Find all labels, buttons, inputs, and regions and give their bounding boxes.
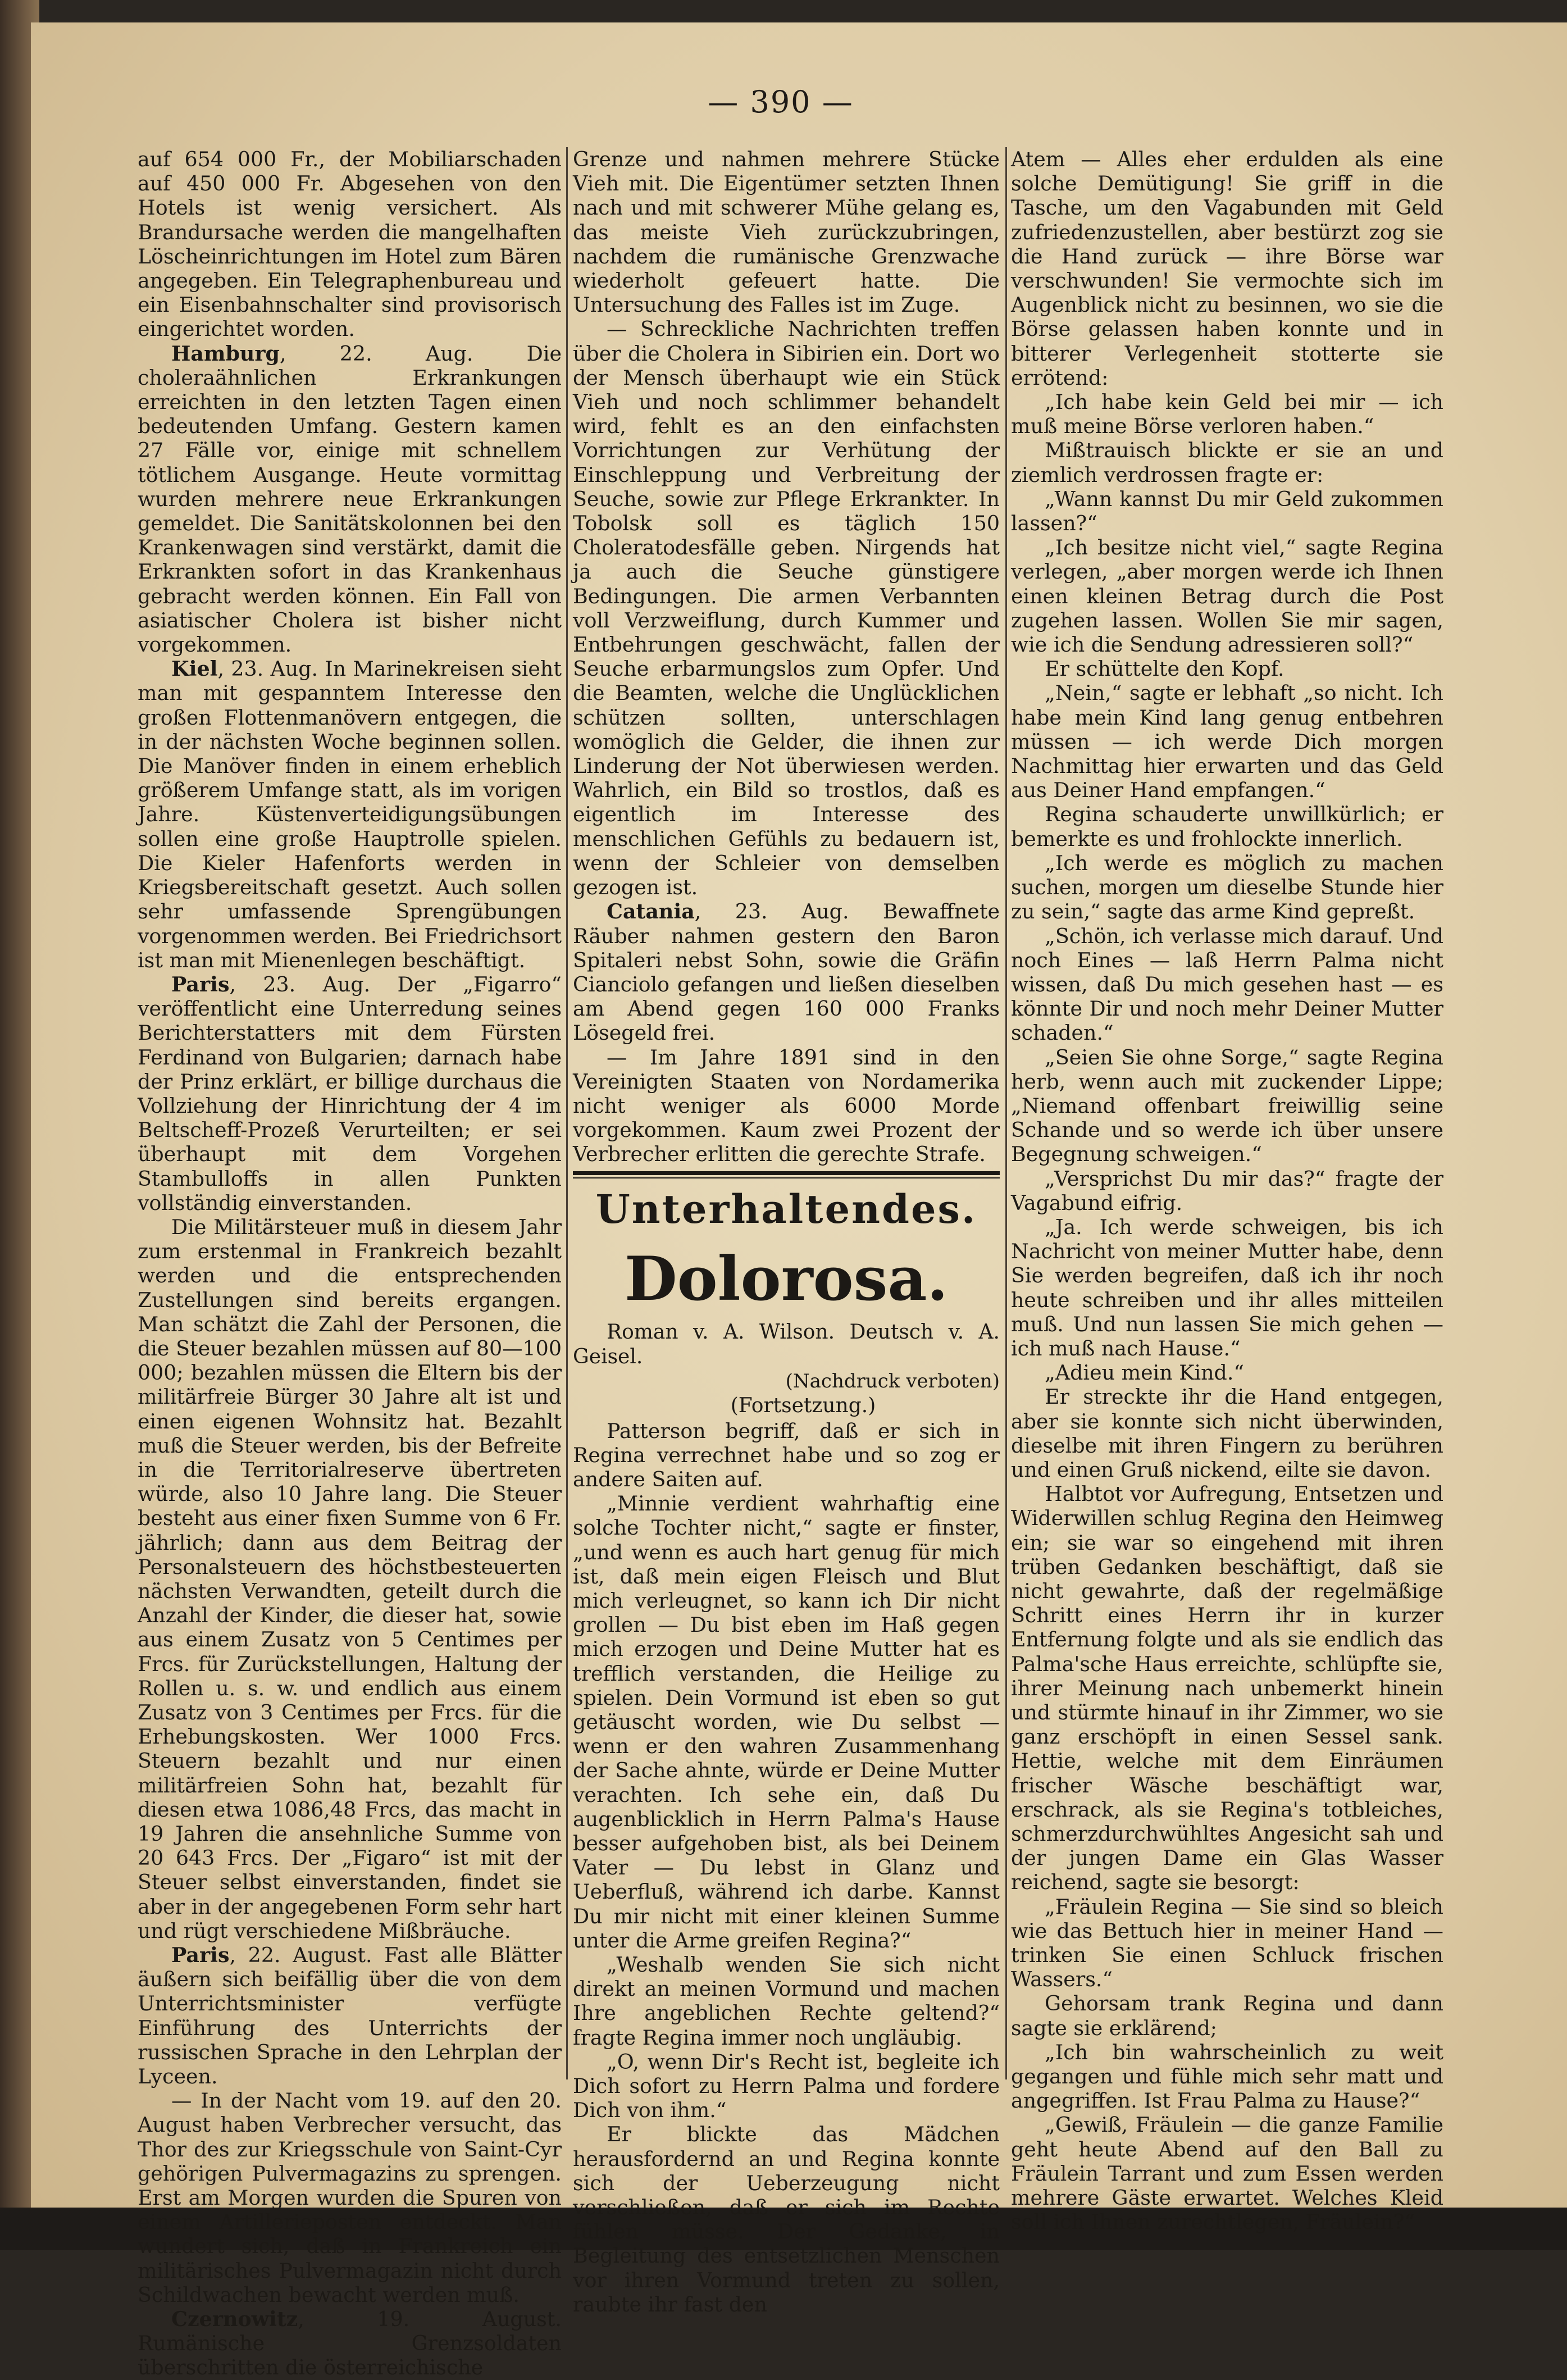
news-item — [138, 2307, 562, 2380]
column-rule-left — [566, 147, 568, 2079]
page-number: — 390 — — [708, 84, 854, 120]
paragraph-text: Dolorosa. — [624, 1243, 949, 1314]
paragraph-text: „Ich bin wahrscheinlich zu weit gegangen und fühle mich sehr matt und angegriffen. Ist Frau Palma zu Hause?“ — [1011, 2040, 1443, 2113]
paragraph — [1011, 147, 1443, 390]
paragraph-text: Regina schauderte unwillkürlich; er bemerkte es und frohlockte innerlich. — [1011, 802, 1443, 851]
paragraph-text: Patterson begriff, daß er sich in Regina verrechnet habe und so zog er andere Saiten auf. — [573, 1418, 1000, 1491]
paragraph-text: — In der Nacht vom 19. auf den 20. August haben Verbrecher versucht, das Thor des zur Kriegsschule von Saint-Cyr gehörigen Pulvermagazins zu sprengen. Erst am Morgen wurden die Spuren von einem Artillerieposten entdeckt. Man wundert sich, daß in Frankreich ein militärisches Pulvermagazin nicht durch Schildwachen bewacht werden muß. — [138, 2088, 562, 2307]
column-2 — [573, 147, 1000, 2317]
paragraph-text: „Ich werde es möglich zu machen suchen, morgen um dieselbe Stunde hier zu sein,“ sagte das arme Kind gepreßt. — [1011, 850, 1443, 924]
reprint-note — [573, 1369, 1000, 1393]
paragraph — [1011, 438, 1443, 486]
dateline: Paris — [171, 1943, 230, 1968]
paragraph-text: „Ja. Ich werde schweigen, bis ich Nachricht von meiner Mutter habe, denn Sie werden begreifen, daß ich ihr noch heute schreiben und ihr alles mitteilen muß. Und nun lassen Sie mich gehen — ich muß nach Hause.“ — [1011, 1214, 1443, 1360]
paragraph-text: Er blickte das Mädchen herausfordernd an und Regina konnte sich der Ueberzeugung nicht verschließen, daß er sich im Rechte fühlen müsse. Der Gedanke, in Begleitung des entsetzlichen Menschen vor ihren Vormund treten zu sollen, raubte ihr fast den — [573, 2122, 1000, 2317]
paragraph-text: Unterhaltendes. — [595, 1185, 977, 1232]
column-3 — [1011, 147, 1443, 2234]
paragraph-text: „Minnie verdient wahrhaftig eine solche Tochter nicht,“ sagte er finster, „und wenn es auch hart genug für mich ist, daß mein eigen Fleisch und Blut mich verleugnet, so kann ich Dir nicht grollen — Du bist eben im Haß gegen mich erzogen und Deine Mutter hat es trefflich verstanden, die Heilige zu spielen. Dein Vormund ist eben so gut getäuscht worden, wie Du selbst — wenn er den wahren Zusammenhang der Sache ahnte, würde er Deine Mutter verachten. Ich sehe ein, daß Du augenblicklich in Herrn Palma's Hause besser aufgehoben bist, als bei Deinem Vater — Du lebst in Glanz und Ueberfluß, während ich darbe. Kannst Du mir nicht mit einer kleinen Summe unter die Arme greifen Regina?“ — [573, 1491, 1000, 1953]
paragraph-text: (Fortsetzung.) — [730, 1394, 876, 1417]
dateline: Paris — [171, 972, 230, 996]
paragraph-text: Mißtrauisch blickte er sie an und ziemlich verdrossen fragte er: — [1011, 438, 1443, 487]
paragraph — [1011, 487, 1443, 535]
section-divider — [573, 1171, 1000, 1175]
paragraph-text: auf 654 000 Fr., der Mobiliarschaden auf 450 000 Fr. Abgesehen von den Hotels ist wenig versichert. Als Brandursache werden die mangelhaften Löscheinrichtungen im Hotel zum Bären angegeben. Ein Telegraphenbureau und ein Eisenbahnschalter sind provisorisch eingerichtet worden. — [138, 147, 562, 342]
paragraph-text: — Schreckliche Nachrichten treffen über die Cholera in Sibirien ein. Dort wo der Mensch überhaupt wie ein Stück Vieh und noch schlimmer behandelt wird, fehlt es an den einfachsten Vorrichtungen zur Verhütung der Einschleppung und Verbreitung der Seuche, sowie zur Pflege Erkrankter. In Tobolsk soll es täglich 150 Choleratodesfälle geben. Nirgends hat ja auch die Seuche günstigere Bedingungen. Die armen Verbannten voll Verzweiflung, durch Kummer und Entbehrungen geschwächt, fallen der Seuche erbarmungslos zum Opfer. Und die Beamten, welche die Unglücklichen schützen sollten, unterschlagen womöglich die Gelder, die ihnen zur Linderung der Not überwiesen werden. Wahrlich, ein Bild so trostlos, daß es eigentlich im Interesse des menschlichen Gefühls zu bedauern ist, wenn der Schleier von demselben gezogen ist. — [573, 317, 1000, 900]
news-item — [138, 657, 562, 972]
novel-byline — [573, 1320, 1000, 1369]
paragraph-text: „Fräulein Regina — Sie sind so bleich wie das Bettuch hier in meiner Hand — trinken Sie einen Schluck frischen Wassers.“ — [1011, 1894, 1443, 1992]
paragraph — [1011, 390, 1443, 438]
paragraph — [573, 317, 1000, 899]
news-item — [138, 342, 562, 657]
news-item — [138, 1943, 562, 2088]
paragraph — [1011, 1482, 1443, 1894]
paragraph-text: Er streckte ihr die Hand entgegen, aber sie konnte sich nicht überwinden, dieselbe mit ihren Fingern zu berühren und einen Gruß nickend, eilte sie davon. — [1011, 1385, 1443, 1482]
paragraph — [573, 1419, 1000, 1492]
paragraph — [1011, 2113, 1443, 2234]
paragraph-text: , 23. Aug. Der „Figarro“ veröffentlicht eine Unterredung seines Berichterstatters mit dem Fürsten Ferdinand von Bulgarien; darnach habe der Prinz erklärt, er billige durchaus die Vollziehung der Hinrichtung der 4 im Beltscheff-Prozeß Verurteilten; er sei überhaupt mit dem Vorgehen Stambulloffs in allen Punkten vollständig einverstanden. — [138, 972, 562, 1215]
novel-title — [573, 1243, 1000, 1316]
paragraph-text: „Ich habe kein Geld bei mir — ich muß meine Börse verloren haben.“ — [1011, 390, 1443, 439]
paragraph-text: „Gewiß, Fräulein — die ganze Familie geht heute Abend auf den Ball zu Fräulein Tarrant und zum Essen werden mehrere Gäste erwartet. Welches Kleid soll ich Ihnen zurechtlegen, Fräulein?“ — [1011, 2113, 1443, 2235]
paragraph — [1011, 1167, 1443, 1215]
paragraph — [1011, 535, 1443, 657]
paragraph — [138, 147, 562, 342]
paragraph — [1011, 1895, 1443, 1992]
continuation-note — [573, 1393, 1000, 1419]
paragraph — [573, 2050, 1000, 2123]
paragraph — [1011, 1045, 1443, 1167]
paragraph-text: „Ich besitze nicht viel,“ sagte Regina verlegen, „aber morgen werde ich Ihnen einen kleinen Betrag durch die Post zugehen lassen. Wollen Sie mir sagen, wie ich die Sendung adressieren soll?“ — [1011, 535, 1443, 657]
dateline: Hamburg — [171, 341, 280, 366]
paragraph — [138, 1215, 562, 1943]
paragraph — [1011, 851, 1443, 924]
column-rule-right — [1005, 147, 1007, 2079]
paragraph-text: — Im Jahre 1891 sind in den Vereinigten Staaten von Nordamerika nicht weniger als 6000 Morde vorgekommen. Kaum zwei Prozent der Verbrecher erlitten die gerechte Strafe. — [573, 1045, 1000, 1167]
paragraph — [573, 1953, 1000, 2050]
paragraph — [573, 1491, 1000, 1953]
paragraph — [1011, 1360, 1443, 1385]
paragraph-text: (Nachdruck verboten) — [785, 1369, 1000, 1392]
paragraph — [1011, 1385, 1443, 1482]
paragraph-text: „Schön, ich verlasse mich darauf. Und noch Eines — laß Herrn Palma nicht wissen, daß Du mich gesehen hast — es könnte Dir und noch mehr Deiner Mutter schaden.“ — [1011, 923, 1443, 1045]
paragraph-text: Gehorsam trank Regina und dann sagte sie erklärend; — [1011, 1991, 1443, 2040]
paragraph — [573, 147, 1000, 317]
paragraph — [1011, 681, 1443, 802]
paragraph-text: Halbtot vor Aufregung, Entsetzen und Widerwillen schlug Regina den Heimweg ein; sie war so eingehend mit ihren trüben Gedanken beschäftigt, daß sie nicht gewahrte, daß der regelmäßige Schritt eines Herrn ihr in kurzer Entfernung folgte und als sie endlich das Palma'sche Haus erreichte, schlüpfte sie, ihrer Meinung nach unbemerkt hinein und stürmte hinauf in ihr Zimmer, wo sie ganz erschöpft in einen Sessel sank. Hettie, welche mit dem Einräumen frischer Wäsche beschäftigt war, erschrack, als sie Regina's totbleiches, schmerzdurchwühltes Angesicht sah und der jungen Dame ein Glas Wasser reichend, sagte sie besorgt: — [1011, 1482, 1443, 1895]
paragraph-text: „Wann kannst Du mir Geld zukommen lassen?“ — [1011, 486, 1443, 536]
paragraph-text: , 23. Aug. In Marinekreisen sieht man mit gespanntem Interesse den großen Flottenmanövern entgegen, die in der nächsten Woche beginnen sollen. Die Manöver finden in einem erheblich größerem Umfange statt, als im vorigen Jahre. Küstenverteidigungsübungen sollen eine große Hauptrolle spielen. Die Kieler Hafenforts werden in Kriegsbereitschaft gesetzt. Auch sollen sehr umfassende Sprengübungen vorgenommen werden. Bei Friedrichsort ist man mit Mienenlegen beschäftigt. — [138, 657, 562, 972]
paragraph-text: Er schüttelte den Kopf. — [1045, 657, 1284, 681]
news-item — [573, 899, 1000, 1045]
paragraph — [1011, 1215, 1443, 1360]
paragraph-text: , 22. Aug. Die choleraähnlichen Erkrankungen erreichten in den letzten Tagen einen bedeutenden Umfang. Gestern kamen 27 Fälle vor, einige mit schnellem tötlichem Ausgange. Heute vormittag wurden mehrere neue Erkrankungen gemeldet. Die Sanitätskolonnen bei den Krankenwagen sind verstärkt, damit die Erkrankten sofort in das Krankenhaus gebracht werden können. Ein Fall von asiatischer Cholera ist bisher nicht vorgekommen. — [138, 341, 562, 657]
section-heading — [573, 1184, 1000, 1235]
paragraph-text: Atem — Alles eher erdulden als eine solche Demütigung! Sie griff in die Tasche, um den Vagabunden mit Geld zufriedenzustellen, aber bestürzt zog sie die Hand zurück — ihre Börse war verschwunden! Sie vermochte sich im Augenblick nicht zu besinnen, wo sie die Börse gelassen haben konnte und in bitterer Verlegenheit stotterte sie errötend: — [1011, 147, 1443, 390]
paragraph-text: „O, wenn Dir's Recht ist, begleite ich Dich sofort zu Herrn Palma und fordere Dich von ihm.“ — [573, 2049, 1000, 2123]
paragraph — [138, 2088, 562, 2307]
dateline: Kiel — [171, 657, 218, 681]
paragraph-text: „Nein,“ sagte er lebhaft „so nicht. Ich habe mein Kind lang genug entbehren müssen — ich werde Dich morgen Nachmittag hier erwarten und das Geld aus Deiner Hand empfangen.“ — [1011, 681, 1443, 803]
paragraph-text: „Weshalb wenden Sie sich nicht direkt an meinen Vormund und machen Ihre angeblichen Rechte geltend?“ fragte Regina immer noch ungläubig. — [573, 1953, 1000, 2050]
paragraph — [573, 1045, 1000, 1167]
paragraph-text: Die Militärsteuer muß in diesem Jahr zum erstenmal in Frankreich bezahlt werden und die entsprechenden Zustellungen sind bereits ergangen. Man schätzt die Zahl der Personen, die die Steuer bezahlen müssen auf 80—100 000; bezahlen müssen die Eltern bis der militärfreie Bürger 30 Jahre alt ist und einen eigenen Wohnsitz hat. Bezahlt muß die Steuer werden, bis der Befreite in die Territorialreserve übertreten würde, also 10 Jahre lang. Die Steuer besteht aus einer fixen Summe von 6 Fr. jährlich; dann aus dem Beitrag der Personalsteuern des höchstbesteuerten nächsten Verwandten, geteilt durch die Anzahl der Kinder, die dieser hat, sowie aus einem Zusatz von 5 Centimes per Frcs. für Zurückstellungen, Haltung der Rollen u. s. w. und endlich aus einem Zusatz von 3 Centimes per Frcs. für die Erhebungskosten. Wer 1000 Frcs. Steuern bezahlt und nur einen militärfreien Sohn hat, bezahlt für diesen etwa 1086,48 Frcs, das macht in 19 Jahren die ansehnliche Summe von 20 643 Frcs. Der „Figaro“ ist mit der Steuer selbst einverstanden, findet sie aber in der angegebenen Form sehr hart und rügt verschiedene Mißbräuche. — [138, 1214, 562, 1943]
dateline: Czernowitz — [171, 2307, 298, 2332]
paragraph-text: „Adieu mein Kind.“ — [1045, 1360, 1245, 1385]
paragraph-text: Roman v. A. Wilson. Deutsch v. A. Geisel. — [573, 1320, 1000, 1368]
paragraph-text: , 19. August. Rumänische Grenzsoldaten überschritten die österreichische — [138, 2307, 562, 2380]
column-1 — [138, 147, 562, 2380]
news-item — [138, 972, 562, 1215]
paragraph-text: , 23. Aug. Bewaffnete Räuber nahmen gestern den Baron Spitaleri nebst Sohn, sowie die Gräfin Cianciolo gefangen und ließen dieselben am Abend gegen 160 000 Franks Lösegeld frei. — [573, 899, 1000, 1045]
paragraph-text: Grenze und nahmen mehrere Stücke Vieh mit. Die Eigentümer setzten Ihnen nach und mit schwerer Mühe gelang es, das meiste Vieh zurückzubringen, nachdem die rumänische Grenzwache wiederholt gefeuert hatte. Die Untersuchung des Falles ist im Zuge. — [573, 147, 1000, 317]
paragraph — [1011, 2040, 1443, 2113]
paragraph — [1011, 657, 1443, 681]
paragraph — [1011, 802, 1443, 850]
paragraph-text: , 22. August. Fast alle Blätter äußern sich beifällig über die von dem Unterrichtsminister verfügte Einführung des Unterrichts der russischen Sprache in den Lehrplan der Lyceen. — [138, 1943, 562, 2089]
section-divider-thin — [573, 1177, 1000, 1178]
paragraph-text: „Seien Sie ohne Sorge,“ sagte Regina herb, wenn auch mit zuckender Lippe; „Niemand offenbart freiwillig seine Schande und so werde ich über unsere Begegnung schweigen.“ — [1011, 1045, 1443, 1167]
paragraph-text: „Versprichst Du mir das?“ fragte der Vagabund eifrig. — [1011, 1166, 1443, 1215]
paragraph — [1011, 924, 1443, 1045]
paragraph — [573, 2122, 1000, 2317]
paragraph — [1011, 1991, 1443, 2040]
dateline: Catania — [607, 899, 695, 924]
